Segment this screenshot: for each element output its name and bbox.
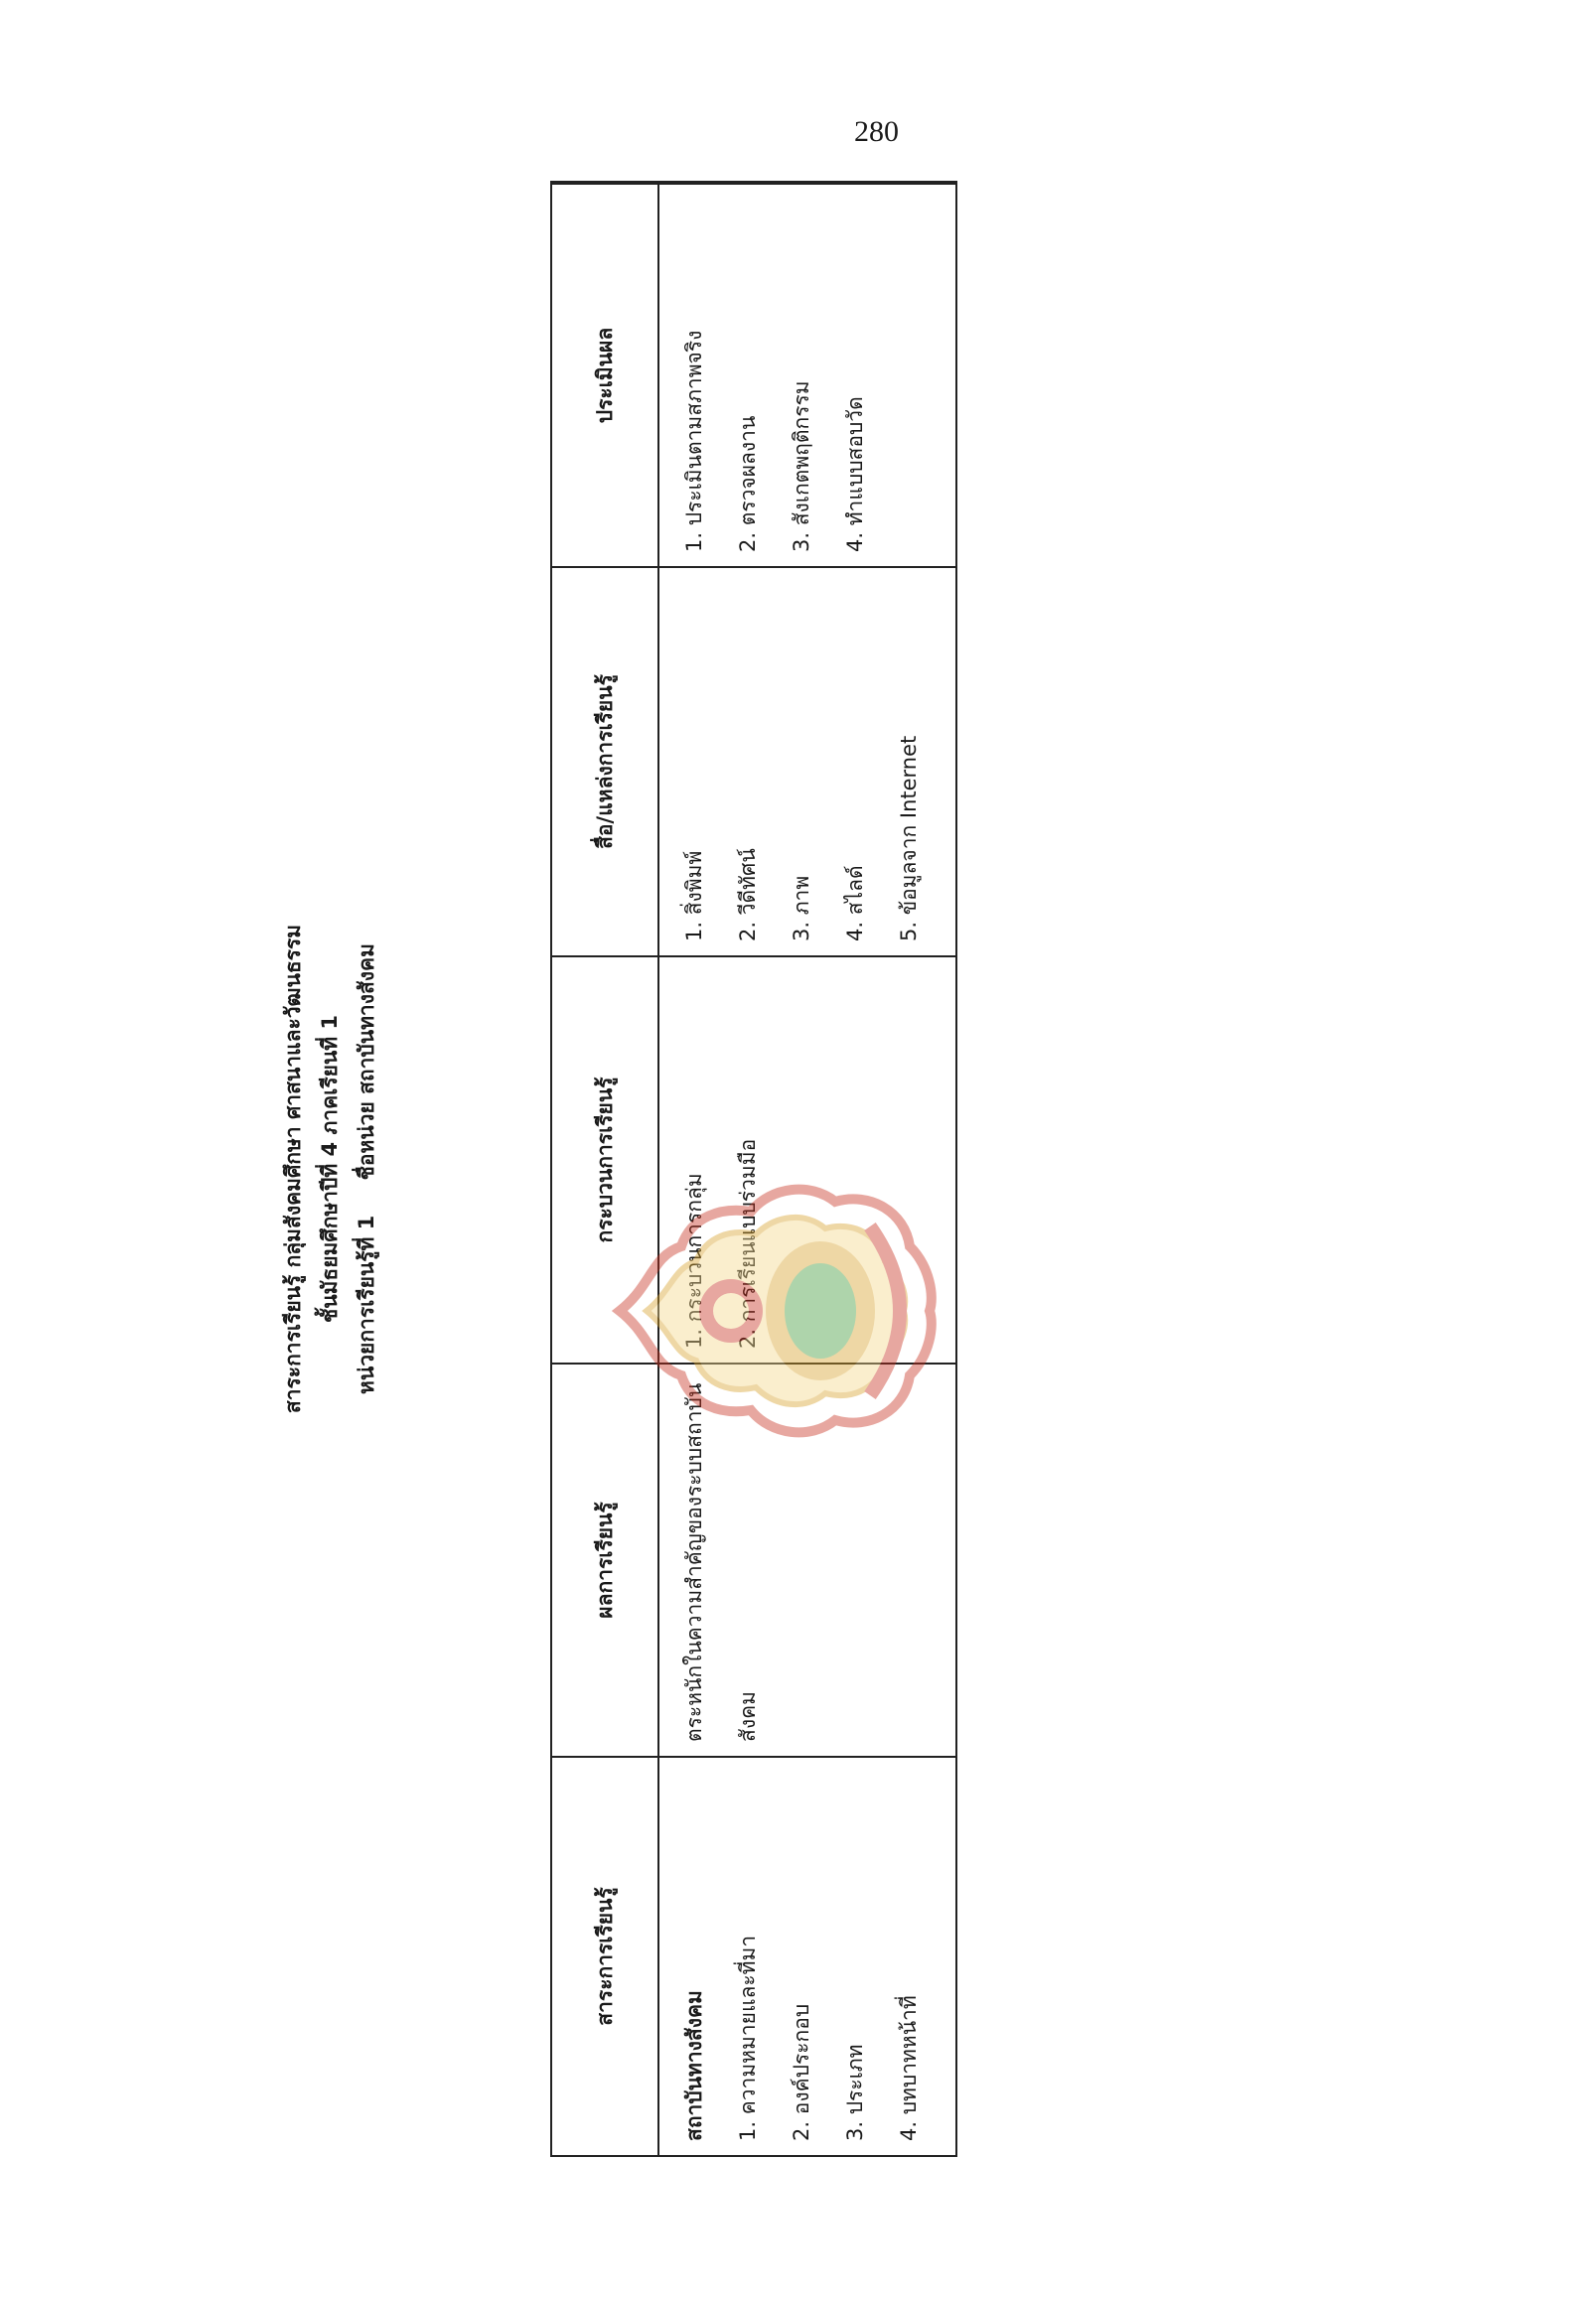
section-title: สถาบันทางสังคม xyxy=(682,1990,706,2141)
document-heading xyxy=(275,181,385,2157)
media-cell xyxy=(659,568,943,955)
column-outcome xyxy=(552,1363,955,1756)
header-media: สื่อ/แหล่งการเรียนรู้ xyxy=(552,568,659,955)
rotated-landscape-content xyxy=(275,181,950,2157)
heading-line-3 xyxy=(349,181,385,2157)
content-item: 1. ความหมายและที่มา xyxy=(736,1935,760,2141)
media-item: 5. ข้อมูลจาก Internet xyxy=(897,735,921,941)
media-item: 1. สิ่งพิมพ์ xyxy=(682,850,706,941)
header-content: สาระการเรียนรู้ xyxy=(552,1758,659,2155)
header-outcome: ผลการเรียนรู้ xyxy=(552,1365,659,1756)
content-item: 4. บทบาทหน้าที่ xyxy=(897,1995,921,2141)
process-item: 1. กระบวนการกลุ่ม xyxy=(682,1173,706,1349)
column-content xyxy=(552,1756,955,2155)
learning-plan-table xyxy=(550,181,957,2157)
heading-line-1: สาระการเรียนรู้ กลุ่มสังคมศึกษา ศาสนาและวัฒนธรรม xyxy=(281,924,305,1414)
heading-line-2: ชั้นมัธยมศึกษาปีที่ 4 ภาคเรียนที่ 1 xyxy=(318,1014,342,1324)
process-item: 2. การเรียนแบบร่วมมือ xyxy=(736,1138,760,1349)
header-process: กระบวนการเรียนรู้ xyxy=(552,957,659,1363)
evaluation-item: 2. ตรวจผลงาน xyxy=(736,415,760,552)
evaluation-item: 1. ประเมินตามสภาพจริง xyxy=(682,330,706,552)
page-number: 280 xyxy=(854,115,899,148)
column-evaluation xyxy=(552,183,955,566)
process-cell xyxy=(659,957,783,1363)
evaluation-item: 3. สังเกตพฤติกรรม xyxy=(790,380,813,552)
unit-name: ชื่อหน่วย สถาบันทางสังคม xyxy=(355,943,378,1181)
media-item: 2. วีดีทัศน์ xyxy=(736,848,760,941)
content-cell xyxy=(659,1758,943,2155)
header-evaluation: ประเมินผล xyxy=(552,185,659,566)
media-item: 3. ภาพ xyxy=(790,875,813,941)
content-item: 2. องค์ประกอบ xyxy=(790,2003,813,2141)
outcome-text: ตระหนักในความสำคัญของระบบสถาบันสังคม xyxy=(682,1382,760,1742)
evaluation-cell xyxy=(659,185,890,566)
evaluation-item: 4. ทำแบบสอบวัด xyxy=(843,396,867,552)
column-media xyxy=(552,566,955,955)
column-process xyxy=(552,955,955,1363)
media-item: 4. สไลด์ xyxy=(843,865,867,941)
unit-label: หน่วยการเรียนรู้ที่ 1 xyxy=(355,1215,378,1394)
outcome-cell xyxy=(659,1365,783,1756)
content-item: 3. ประเภท xyxy=(843,2044,867,2141)
